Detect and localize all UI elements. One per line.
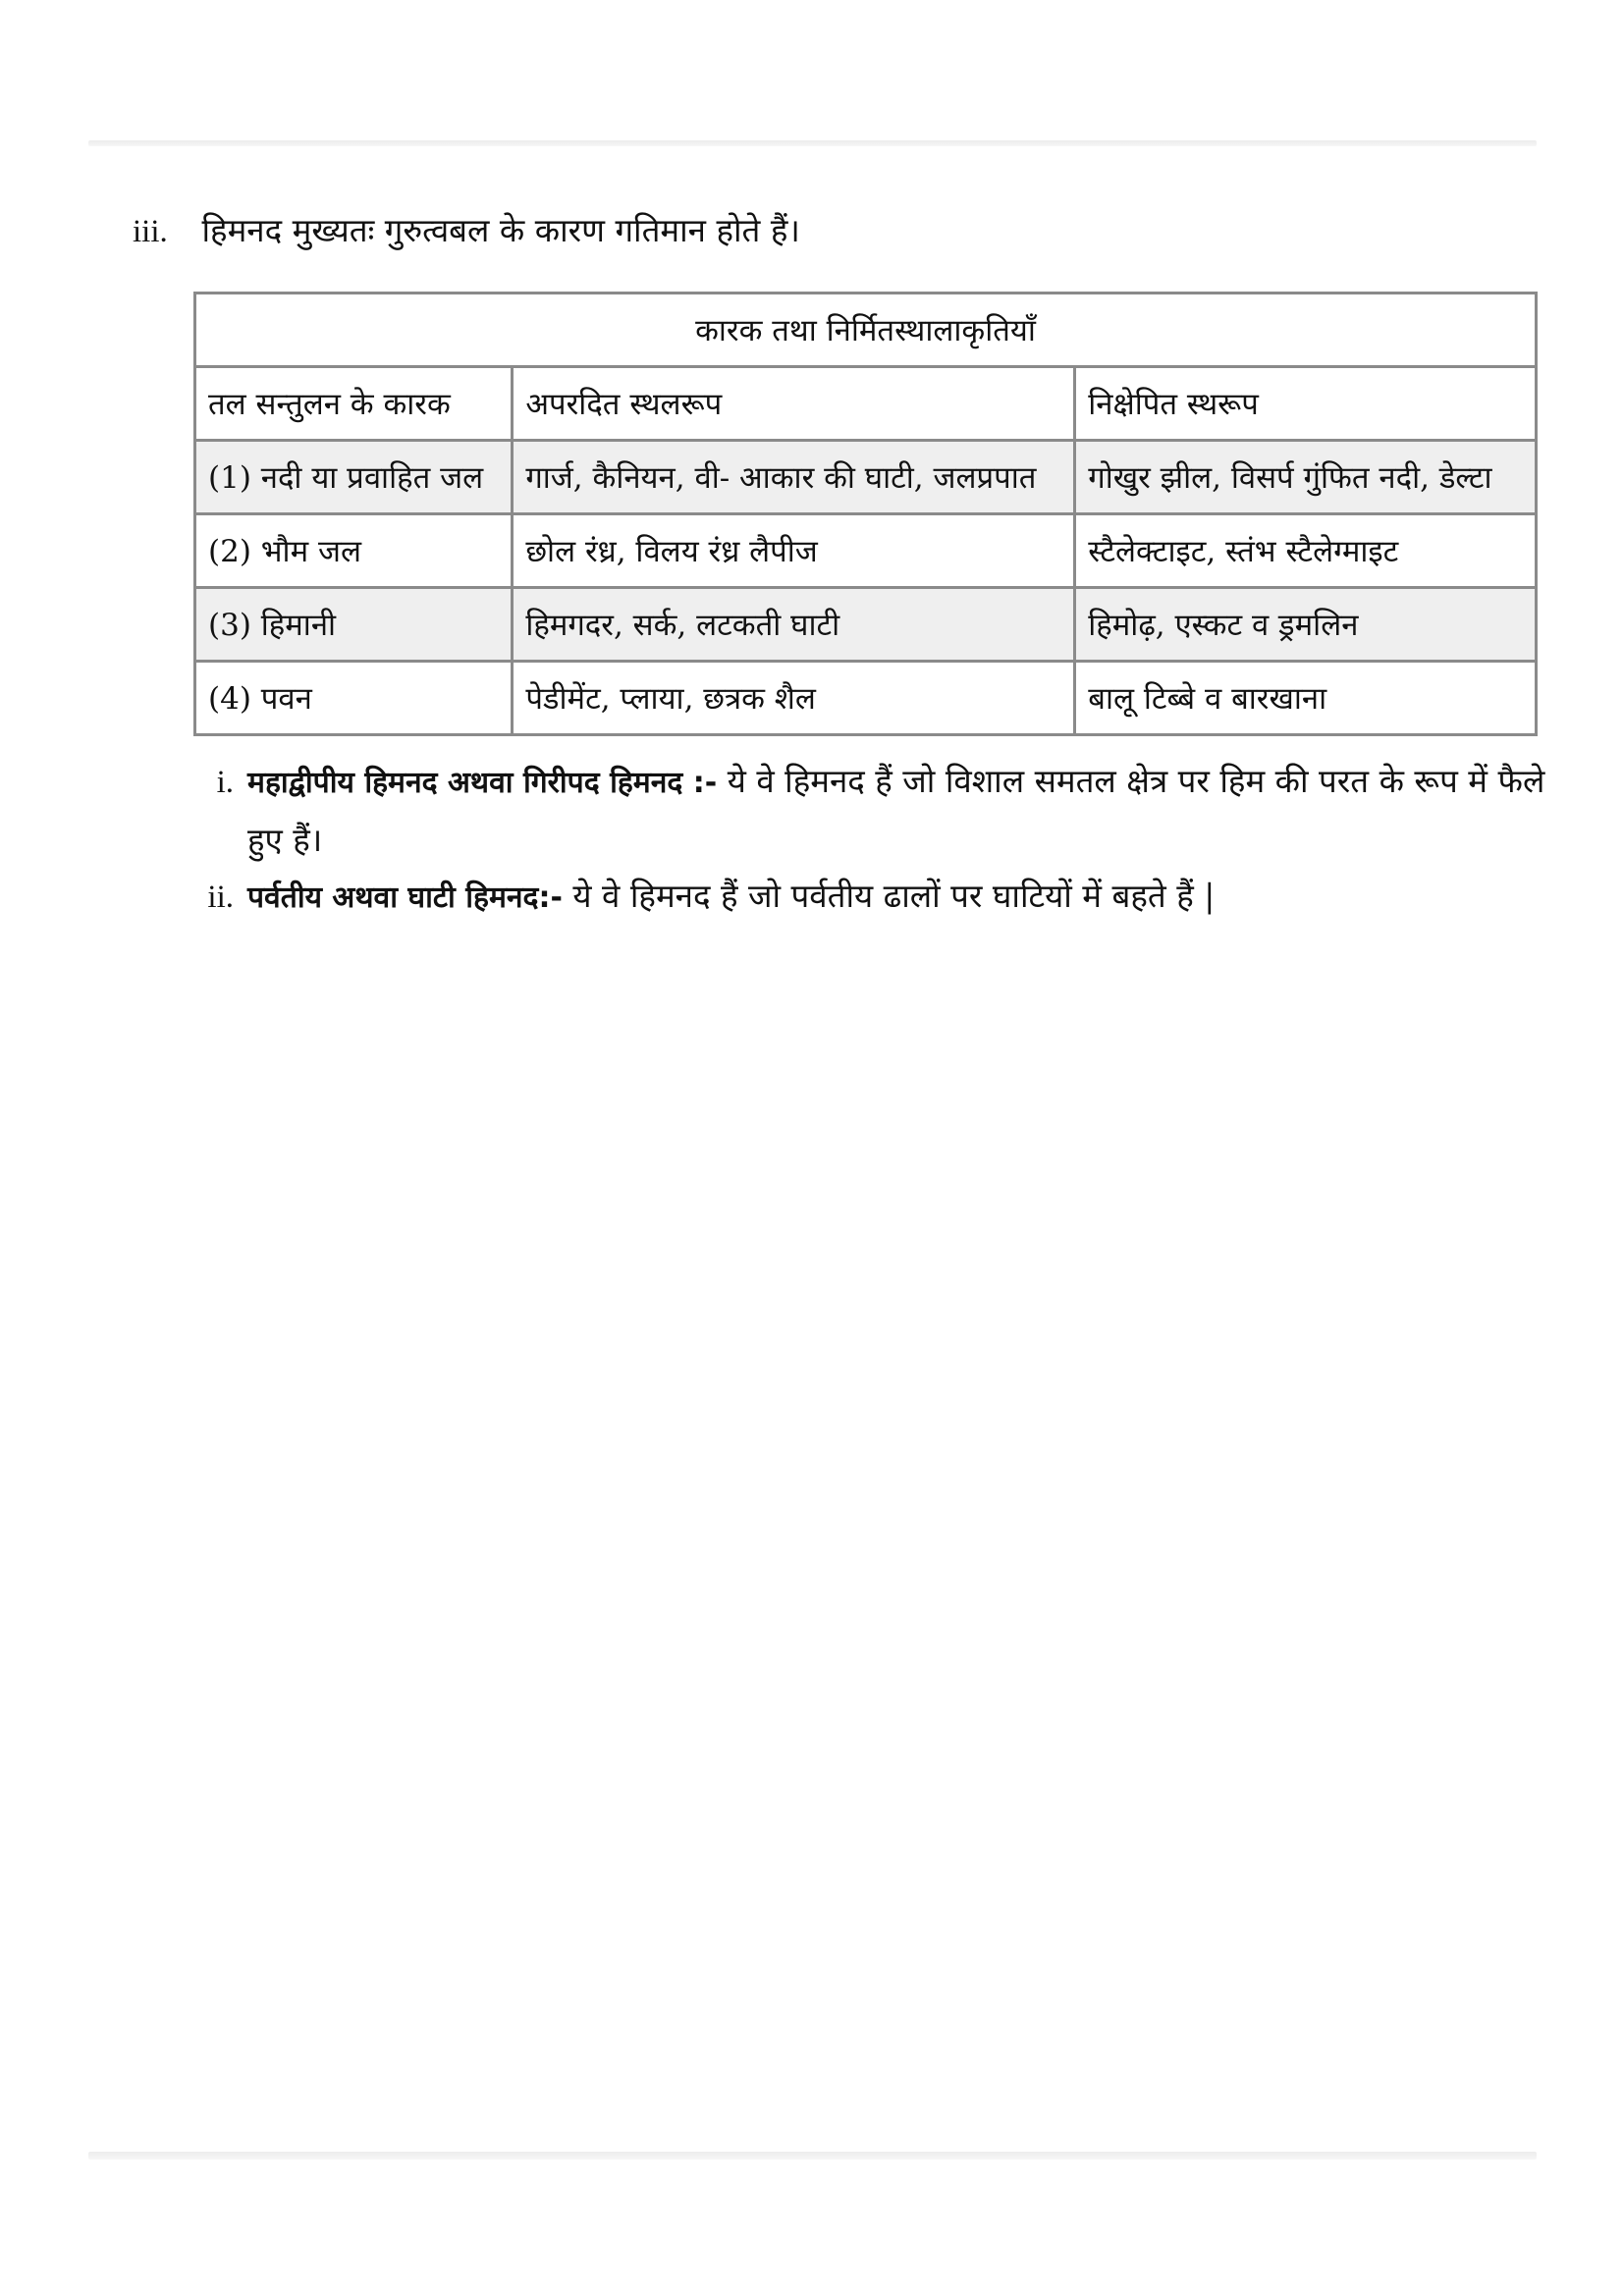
definition-term: पर्वतीय अथवा घाटी हिमनद:- [247, 881, 563, 915]
intro-list-item [133, 211, 800, 251]
table-header-row [195, 367, 1537, 441]
cell-erosional: छोल रंध्र, विलय रंध्र लैपीज [513, 514, 1075, 588]
cell-depositional: बालू टिब्बे व बारखाना [1075, 662, 1537, 735]
cell-erosional: हिमगदर, सर्क, लटकती घाटी [513, 588, 1075, 662]
definition-continental-glacier [187, 762, 1544, 803]
header-depositional-landforms: निक्षेपित स्थरूप [1075, 367, 1537, 441]
table-row [195, 588, 1537, 662]
cell-depositional: स्टैलेक्टाइट, स्तंभ स्टैलेग्माइट [1075, 514, 1537, 588]
header-divider [88, 140, 1537, 146]
cell-agent: (4) पवन [195, 662, 513, 735]
table-row [195, 441, 1537, 514]
intro-text: हिमनद मुख्यतः गुरुत्वबल के कारण गतिमान होते हैं। [201, 211, 800, 249]
cell-agent: (1) नदी या प्रवाहित जल [195, 441, 513, 514]
header-erosional-landforms: अपरदित स्थलरूप [513, 367, 1075, 441]
table-row [195, 514, 1537, 588]
cell-depositional: हिमोढ़, एस्कट व ड्रमलिन [1075, 588, 1537, 662]
table-caption: कारक तथा निर्मितस्थालाकृतियाँ [195, 294, 1537, 367]
definition-continuation [247, 821, 322, 860]
definition-text-continued: हुए हैं। [247, 821, 323, 859]
table-caption-row [195, 294, 1537, 367]
header-agents: तल सन्तुलन के कारक [195, 367, 513, 441]
agents-landforms-table [193, 292, 1538, 736]
definition-text: ये वे हिमनद हैं जो पर्वतीय ढालों पर घाटियों में बहते हैं | [562, 877, 1216, 915]
cell-erosional: गार्ज, कैनियन, वी- आकार की घाटी, जलप्रपात [513, 441, 1075, 514]
table-row [195, 662, 1537, 735]
cell-agent: (2) भौम जल [195, 514, 513, 588]
definition-valley-glacier [187, 877, 1215, 918]
definition-term: महाद्वीपीय हिमनद अथवा गिरीपद हिमनद :- [247, 766, 718, 800]
list-marker: i. [216, 765, 234, 800]
list-marker: iii. [133, 214, 168, 249]
definition-text: ये वे हिमनद हैं जो विशाल समतल क्षेत्र पर हिम की परत के रूप में फैले [717, 762, 1545, 800]
cell-erosional: पेडीमेंट, प्लाया, छत्रक शैल [513, 662, 1075, 735]
list-marker: ii. [207, 880, 234, 915]
cell-depositional: गोखुर झील, विसर्प गुंफित नदी, डेल्टा [1075, 441, 1537, 514]
cell-agent: (3) हिमानी [195, 588, 513, 662]
footer-divider [88, 2152, 1537, 2160]
